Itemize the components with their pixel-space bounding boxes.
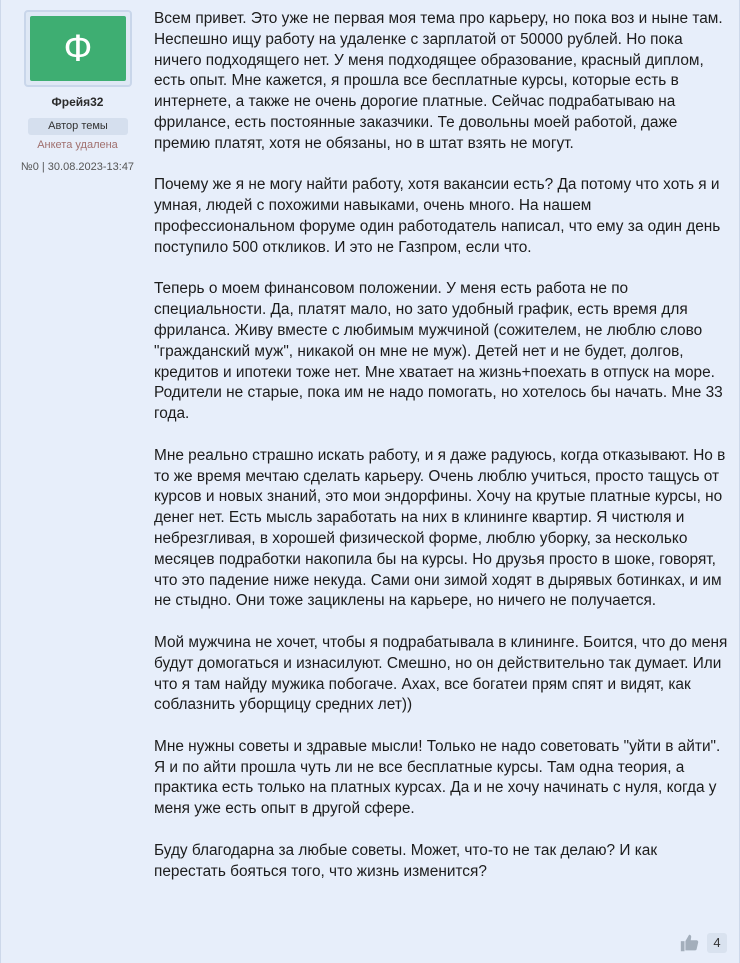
author-name[interactable]: Фрейя32: [51, 95, 104, 109]
like-count: 4: [707, 933, 727, 953]
post-paragraph: Почему же я не могу найти работу, хотя вакансии есть? Да потому что хоть я и умная, людей с похожими навыками, очень много. На нашем профессиональном форуме один работодатель написал, что ему за один день поступило 500 откликов. И это не Газпром, если что.: [154, 176, 721, 256]
post-paragraph: Буду благодарна за любые советы. Может, что-то не так делаю? И как перестать бояться того, что жизнь изменится?: [154, 841, 658, 880]
avatar[interactable]: [24, 10, 132, 87]
post-paragraph: Мне нужны советы и здравые мысли! Только не надо советовать "уйти в айти". Я и по айти прошла чуть ли не все бесплатные курсы. Там одна теория, а практика есть только на платных курсах. Да и не хочу начинать с нуля, когда у меня уже есть опыт в другой сфере.: [154, 737, 721, 818]
avatar-letter: Ф: [30, 16, 126, 81]
profile-status: Анкета удалена: [37, 139, 118, 151]
like-control: [679, 932, 727, 954]
post-paragraph: Всем привет. Это уже не первая моя тема про карьеру, но пока воз и ныне там. Неспешно ищу работу на удаленке с зарплатой от 50000 рублей. Но пока ничего подходящего нет. У меня подходящее образование, красный диплом, есть опыт. Мне кажется, я прошла все бесплатные курсы, которые есть в интернете, а также не очень дорогие платные. Сейчас подрабатываю на фрилансе, есть постоянные заказчики. Те довольны моей работой, даже премию платят, хотя не обязаны, но в штат взять не могут.: [154, 10, 723, 152]
post-paragraph: Теперь о моем финансовом положении. У меня есть работа не по специальности. Да, платят мало, но зато удобный график, есть время для фриланса. Живу вместе с любимым мужчиной (сожителем, не люблю слово "гражданский муж", никакой он мне не муж). Детей нет и не будет, долгов, кредитов и ипотеки тоже нет. Мне хватает на жизнь+поехать в отпуск на море. Родители не старые, пока им не надо помогать, но хотелось бы начать. Мне 33 года.: [154, 280, 723, 423]
topic-author-badge: Автор темы: [28, 118, 128, 135]
post-body: [154, 9, 729, 903]
thumbs-up-icon[interactable]: [679, 932, 701, 954]
post-paragraph: Мне реально страшно искать работу, и я даже радуюсь, когда отказывают. Но в то же время мечтаю сделать карьеру. Очень люблю учиться, просто тащусь от курсов и новых знаний, это мои эндорфины. Хочу на крутые платные курсы, но денег нет. Есть мысль заработать на них в клининге квартир. Я чистюля и небрезгливая, в хорошей физической форме, люблю уборку, за несколько месяцев подработки накопила бы на курсы. Но друзья просто в шоке, говорят, что это падение ниже некуда. Сами они зимой ходят в дырявых ботинках, и им не стыдно. Они тоже зациклены на карьере, но ничего не получается.: [154, 446, 726, 610]
post-number-date: №0 | 30.08.2023-13:47: [20, 161, 135, 173]
post-paragraph: Мой мужчина не хочет, чтобы я подрабатывала в клининге. Боится, что до меня будут домогаться и изнасилуют. Смешно, но он действительно так думает. Или что я там найду мужика побогаче. Ахах, все богатеи прям спят и видят, как соблазнить уборщицу средних лет)): [154, 633, 728, 714]
